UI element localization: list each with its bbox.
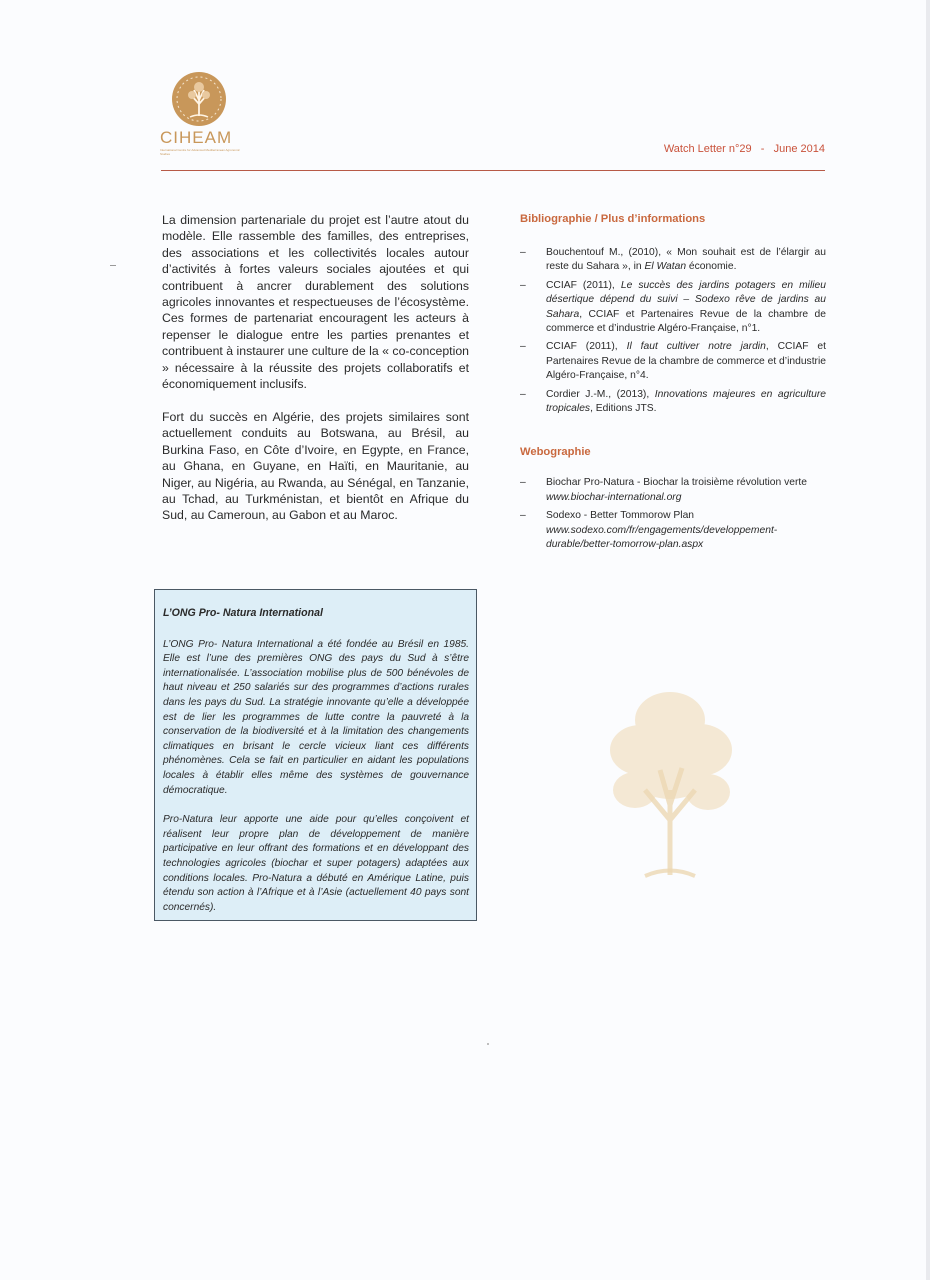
list-dash: – <box>520 388 526 400</box>
publication-label: Watch Letter n°29 <box>663 143 752 155</box>
scan-speck <box>487 1043 489 1045</box>
issue-date: June 2014 <box>773 143 825 155</box>
webography-title: Webographie <box>520 446 591 459</box>
web-source-label: Biochar Pro-Natura - Biochar la troisième révolution verte <box>546 477 807 489</box>
page-edge <box>926 0 930 1280</box>
bibliography-item <box>520 279 826 337</box>
citation-text: CCIAF (2011), <box>546 341 627 353</box>
citation-text: Bouchentouf M., (2010), « Mon souhait est de l’élargir au reste du Sahara », in <box>546 247 826 273</box>
list-dash: – <box>520 247 526 258</box>
list-dash: – <box>520 279 526 291</box>
web-url-link[interactable]: www.sodexo.com/fr/engagements/developpement-durable/better-tomorrow-plan.aspx <box>546 524 778 551</box>
citation-title: Le succès des jardins potagers en milieu désertique dépend du suivi – Sodexo rêve de jardins au Sahara <box>546 279 826 320</box>
citation-title: El Watan <box>644 261 687 273</box>
web-source-label: Sodexo - Better Tommorow Plan <box>546 510 695 522</box>
web-url-link[interactable]: www.biochar-international.org <box>546 491 682 503</box>
issue-header <box>560 143 825 155</box>
citation-text: économie. <box>686 261 737 273</box>
bibliography-item <box>520 246 826 275</box>
citation-text: Cordier J.-M., (2013), <box>546 388 655 400</box>
list-dash: – <box>520 510 526 522</box>
main-text-column <box>162 212 469 540</box>
tree-watermark-icon <box>590 680 750 880</box>
bibliography-title: Bibliographie / Plus d’informations <box>520 213 706 225</box>
header-divider <box>161 170 825 171</box>
list-dash: – <box>520 477 526 489</box>
paragraph-partnership: La dimension partenariale du projet est l’autre atout du modèle. Elle rassemble des familles, des entreprises, des associations et les collectivités locales autour d’activités à fortes valeurs sociales ajoutées et qui contribuent à ancrer durablement des solutions agricoles innovantes et respectueuses de l’écosystème. Ces formes de partenariat encouragent les acteurs à repenser le dialogue entre les parties prenantes et contribuent à instaurer une culture de la « co-conception » nécessaire à la réussite des projets collaboratifs et économiquement inclusifs. <box>162 213 469 392</box>
webography-item <box>520 509 826 552</box>
paragraph-expansion: Fort du succès en Algérie, des projets similaires sont actuellement conduits au Botswana, au Brésil, au Burkina Faso, en Côte d’Ivoire, en Egypte, en France, au Ghana, en Guyane, en Haïti, en Mauritanie, au Niger, au Nigéria, au Rwanda, au Sénégal, en Tanzanie, au Tchad, au Turkménistan, et bientôt en Afrique du Sud, au Cameroun, au Gabon et au Maroc. <box>162 409 469 523</box>
bibliography-item <box>520 340 826 383</box>
citation-text: , CCIAF et Partenaires Revue de la chambre de commerce et d’industrie Algéro-Française, n°1. <box>546 308 826 335</box>
webography-item <box>520 476 826 505</box>
webography-list <box>520 476 826 552</box>
citation-text: CCIAF (2011), <box>546 279 621 291</box>
pro-natura-box <box>154 589 477 921</box>
tree-emblem-icon <box>170 70 228 128</box>
bibliography-item <box>520 388 826 417</box>
header-separator: - <box>760 143 765 155</box>
box-title: L’ONG Pro- Natura International <box>163 607 323 619</box>
list-dash: – <box>520 341 526 353</box>
ciheam-logo <box>160 70 260 160</box>
brand-name: CIHEAM <box>160 128 233 147</box>
citation-title: Innovations majeures en agriculture tropicales <box>546 388 826 415</box>
box-paragraph: L’ONG Pro- Natura International a été fondée au Brésil en 1985. Elle est l’une des premières ONG des pays du Sud à s’être internationalisée. L’association mobilise plus de 500 bénévoles de haut niveau et 250 salariés sur des programmes d’actions rurales dans les pays du Sud. La stratégie innovante qu’elle a développée est de lier les programmes de lutte contre la pauvreté à la conservation de la biodiversité et à la limitation des changements climatiques en brisant le cercle vicieux liant ces différents phénomènes. Cela se fait en particulier en aidant les populations locales à établir elles même des systèmes de gouvernance démocratique. <box>163 638 469 796</box>
citation-title: Il faut cultiver notre jardin <box>626 341 766 353</box>
bibliography-list <box>520 246 826 416</box>
brand-tagline: International Centre for Advanced Mediterranean Agronomic Studies <box>160 148 240 156</box>
citation-text: , Editions JTS. <box>590 403 657 415</box>
citation-text: , CCIAF et Partenaires Revue de la chambre de commerce et d’industrie Algéro-Française, n°4. <box>546 341 826 382</box>
references-column <box>520 212 826 557</box>
box-paragraph: Pro-Natura leur apporte une aide pour qu’elles conçoivent et réalisent leur propre plan de développement de manière participative en leur offrant des formations et en développant des technologies agricoles (biochar et super potagers) adaptées aux conditions locales. Pro-Natura a débuté en Amérique Latine, puis étendu son action à l’Afrique et à l’Asie (actuellement 40 pays sont concernés). <box>163 814 469 913</box>
margin-mark <box>110 265 116 266</box>
